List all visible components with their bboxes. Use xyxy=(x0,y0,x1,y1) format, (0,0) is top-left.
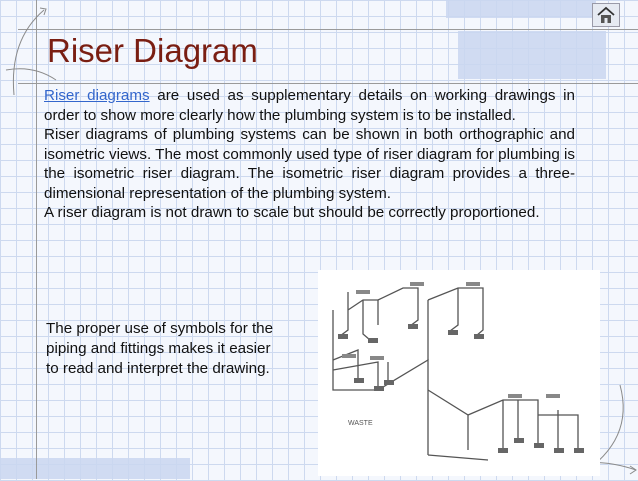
riser-diagram-drawing xyxy=(318,270,600,476)
paragraph-views: Riser diagrams of plumbing systems can be shown in both orthographic and isometric views. The most commonly used type of riser diagram for plumbing is the isometric riser diagram. The isometric riser diagram provides a three-dimensional representation of the plumbing system. xyxy=(44,126,575,202)
slide-title: Riser Diagram xyxy=(47,32,258,69)
intro-text: are used as supplementary details on working drawings in order to show more clearly how the plumbing system is to be installed. xyxy=(44,87,576,124)
riser-diagram-image xyxy=(318,270,600,476)
title-top-rule xyxy=(18,29,638,30)
paragraph-scale: A riser diagram is not drawn to scale but should be correctly proportioned. xyxy=(44,204,540,221)
home-button[interactable] xyxy=(592,3,620,27)
body-text xyxy=(44,86,575,223)
home-icon xyxy=(593,4,619,26)
title-bottom-rule xyxy=(18,83,638,84)
header-band xyxy=(458,31,606,79)
top-band xyxy=(446,0,596,18)
symbols-note: The proper use of symbols for the piping and fittings makes it easier to read and interpret the drawing. xyxy=(46,320,274,377)
riser-diagrams-link[interactable]: Riser diagrams xyxy=(44,87,150,104)
intro-paragraph xyxy=(44,86,575,125)
bottom-band xyxy=(0,458,190,479)
diagram-label-waste: WASTE xyxy=(348,420,373,427)
